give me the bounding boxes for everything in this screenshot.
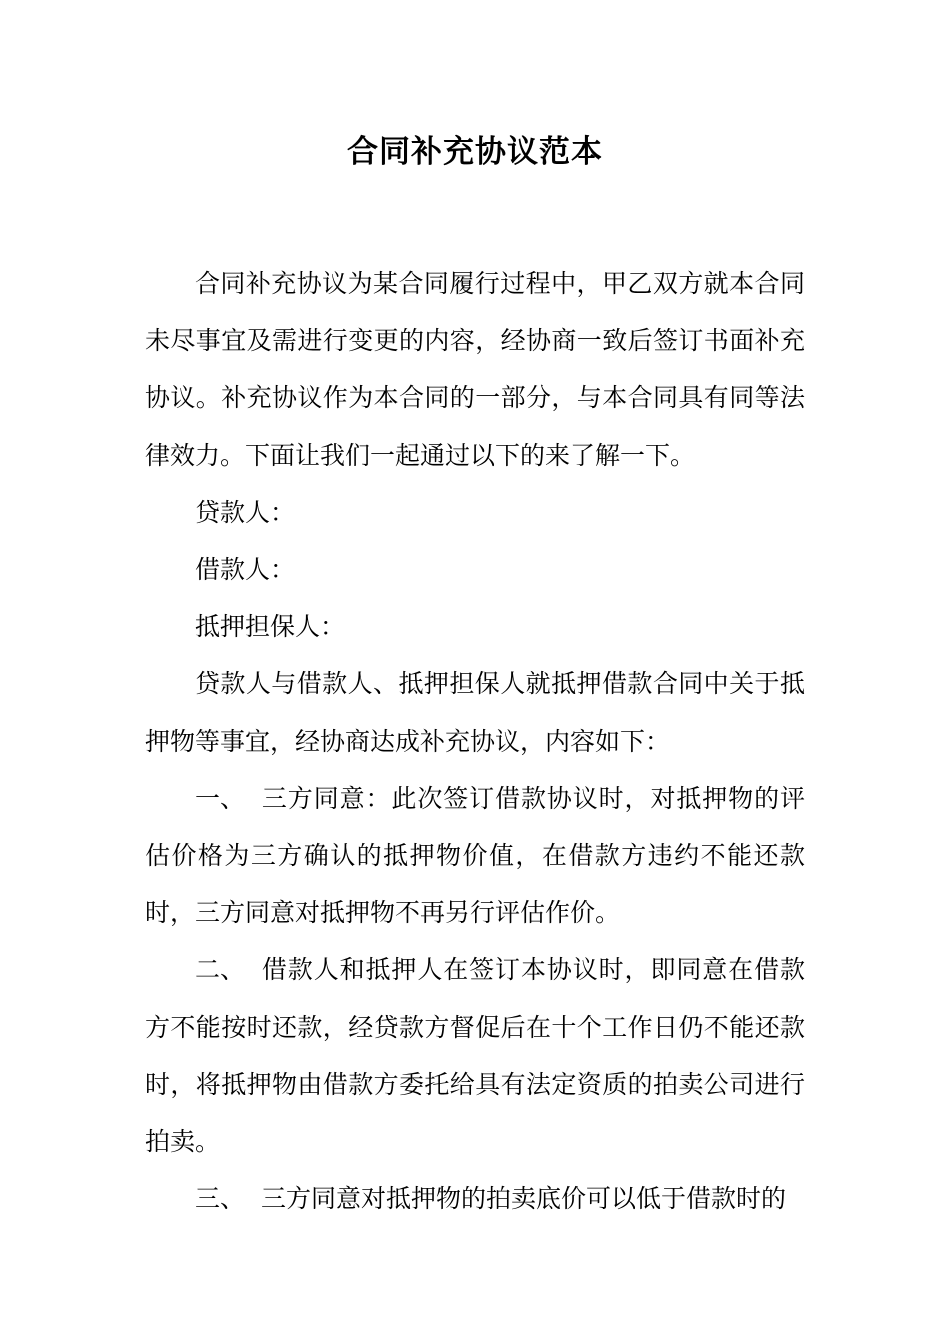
intro-paragraph: 合同补充协议为某合同履行过程中，甲乙双方就本合同未尽事宜及需进行变更的内容，经协商一致后签订书面补充协议。补充协议作为本合同的一部分，与本合同具有同等法律效力。下面让我们一起通过以下的来了解一下。 [145, 269, 805, 470]
document-body [145, 255, 805, 1227]
clause-3 [145, 1170, 805, 1227]
lender-label: 贷款人： [195, 497, 296, 527]
clause-3-number: 三、 [195, 1184, 246, 1214]
borrower-label: 借款人： [195, 555, 296, 585]
clause-1-number: 一、 [195, 783, 246, 813]
clause-1-text: 三方同意：此次签订借款协议时，对抵押物的评估价格为三方确认的抵押物价值，在借款方违约不能还款时，三方同意对抵押物不再另行评估作价。 [145, 783, 805, 928]
document-title: 合同补充协议范本 [347, 134, 603, 170]
clause-2 [145, 941, 805, 1170]
clause-1 [145, 770, 805, 942]
guarantor-label: 抵押担保人： [195, 612, 346, 642]
preamble-paragraph: 贷款人与借款人、抵押担保人就抵押借款合同中关于抵押物等事宜，经协商达成补充协议，内容如下： [145, 669, 805, 756]
clause-3-text: 三方同意对抵押物的拍卖底价可以低于借款时的 [261, 1184, 787, 1214]
clause-2-text: 借款人和抵押人在签订本协议时，即同意在借款方不能按时还款，经贷款方督促后在十个工作日仍不能还款时，将抵押物由借款方委托给具有法定资质的拍卖公司进行拍卖。 [145, 955, 805, 1157]
clause-2-number: 二、 [195, 955, 246, 985]
